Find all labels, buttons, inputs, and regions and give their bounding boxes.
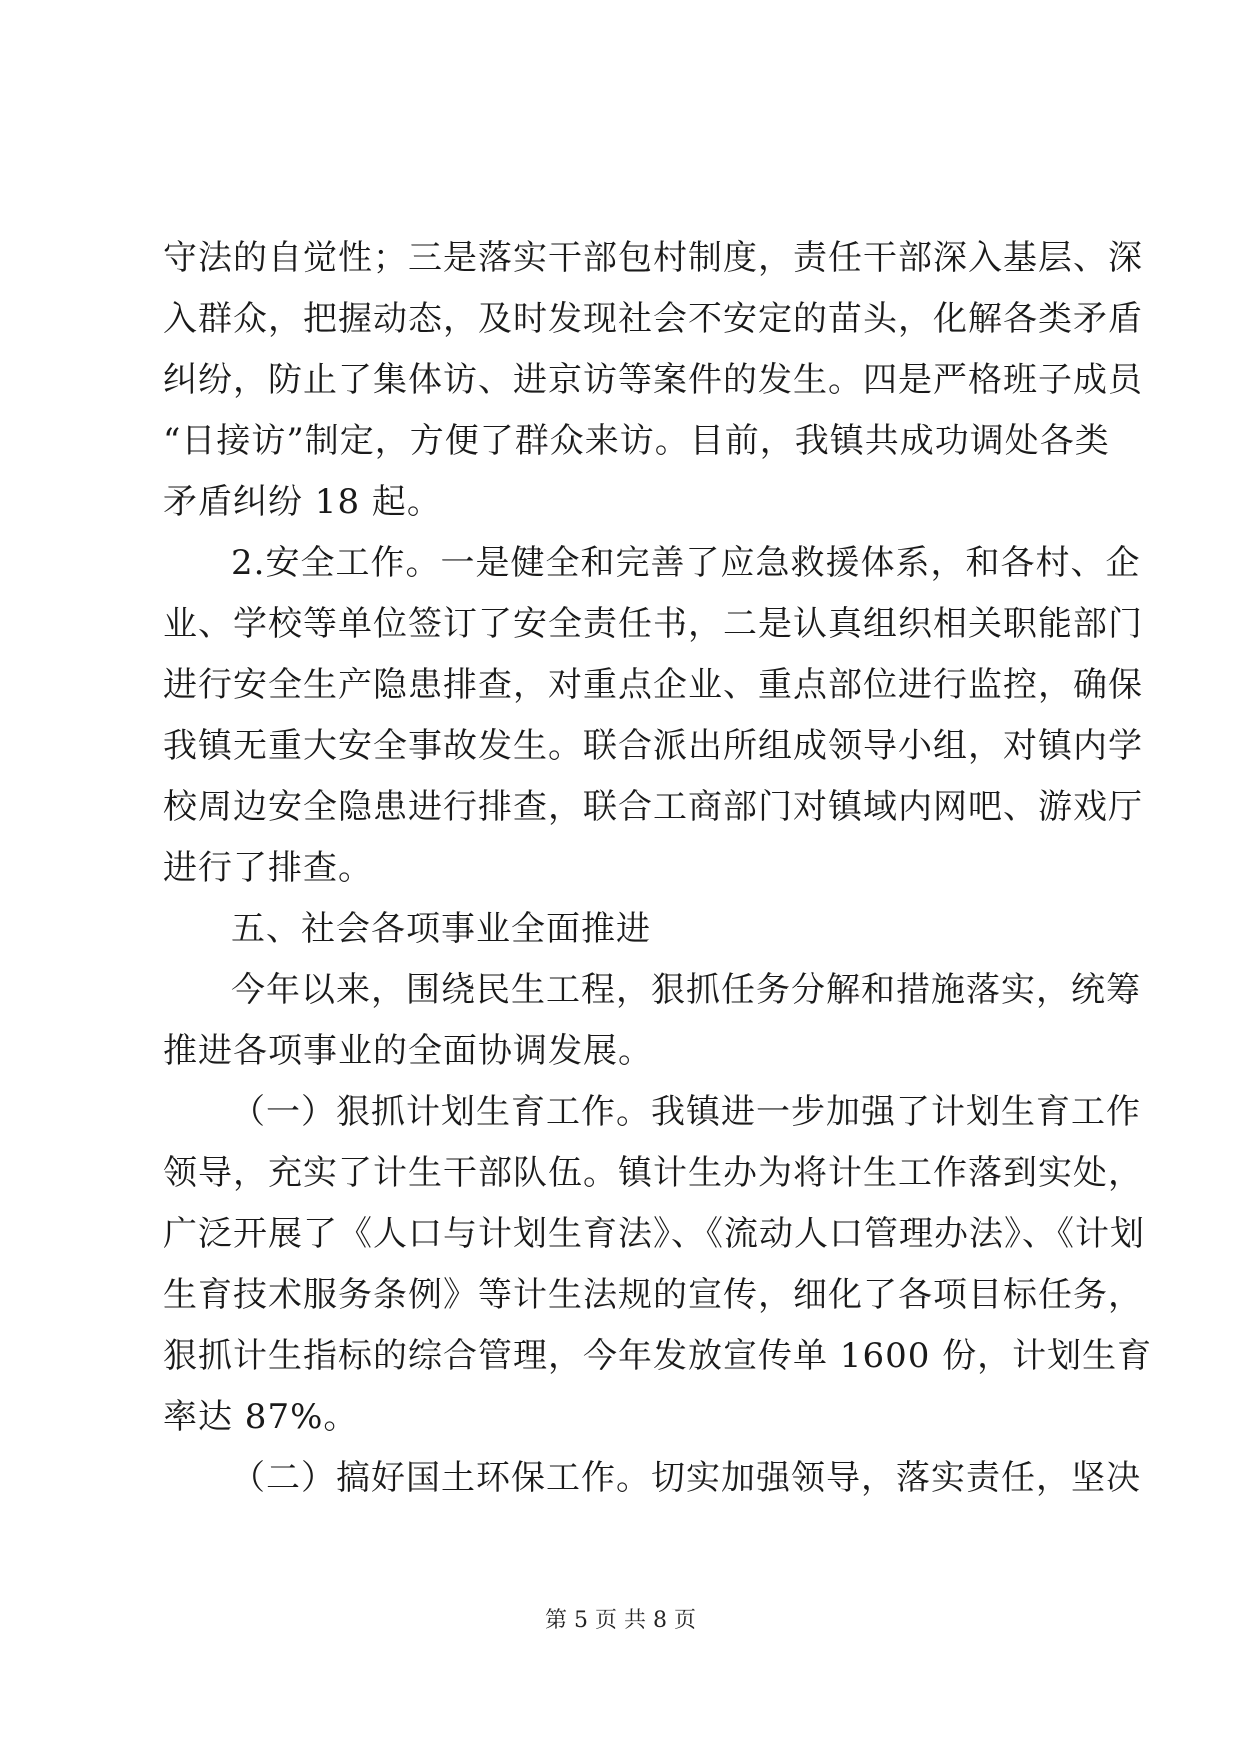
text-line: 2.安全工作。一是健全和完善了应急救援体系，和各村、企	[231, 543, 1141, 583]
text-line: 进行了排查。	[163, 848, 373, 888]
text-line: 今年以来，围绕民生工程，狠抓任务分解和措施落实，统筹	[231, 970, 1141, 1010]
text-line: 纠纷，防止了集体访、进京访等案件的发生。四是严格班子成员	[163, 360, 1143, 400]
text-line: 生育技术服务条例》等计生法规的宣传，细化了各项目标任务，	[163, 1275, 1143, 1315]
page-footer: 第 5 页 共 8 页	[545, 1608, 696, 1633]
text-line: “日接访”制定，方便了群众来访。目前，我镇共成功调处各类	[163, 421, 1110, 461]
text-line: 广泛开展了《人口与计划生育法》、《流动人口管理办法》、《计划	[163, 1214, 1145, 1254]
text-line: 入群众，把握动态，及时发现社会不安定的苗头，化解各类矛盾	[163, 299, 1143, 339]
section-heading: 五、社会各项事业全面推进	[231, 909, 651, 949]
text-line: 领导，充实了计生干部队伍。镇计生办为将计生工作落到实处，	[163, 1153, 1143, 1193]
text-line: 矛盾纠纷 18 起。	[163, 482, 442, 522]
text-line: 狠抓计生指标的综合管理，今年发放宣传单 1600 份，计划生育	[163, 1336, 1153, 1376]
text-line: 我镇无重大安全事故发生。联合派出所组成领导小组，对镇内学	[163, 726, 1143, 766]
text-line: 守法的自觉性；三是落实干部包村制度，责任干部深入基层、深	[163, 238, 1143, 278]
text-line: 推进各项事业的全面协调发展。	[163, 1031, 653, 1071]
text-line: 进行安全生产隐患排查，对重点企业、重点部位进行监控，确保	[163, 665, 1143, 705]
text-line: 校周边安全隐患进行排查，联合工商部门对镇域内网吧、游戏厅	[163, 787, 1143, 827]
text-line: （一）狠抓计划生育工作。我镇进一步加强了计划生育工作	[231, 1092, 1141, 1132]
document-body	[163, 228, 1153, 1509]
text-line: 业、学校等单位签订了安全责任书，二是认真组织相关职能部门	[163, 604, 1143, 644]
text-line: （二）搞好国土环保工作。切实加强领导，落实责任，坚决	[231, 1458, 1141, 1498]
text-line: 率达 87%。	[163, 1397, 359, 1437]
